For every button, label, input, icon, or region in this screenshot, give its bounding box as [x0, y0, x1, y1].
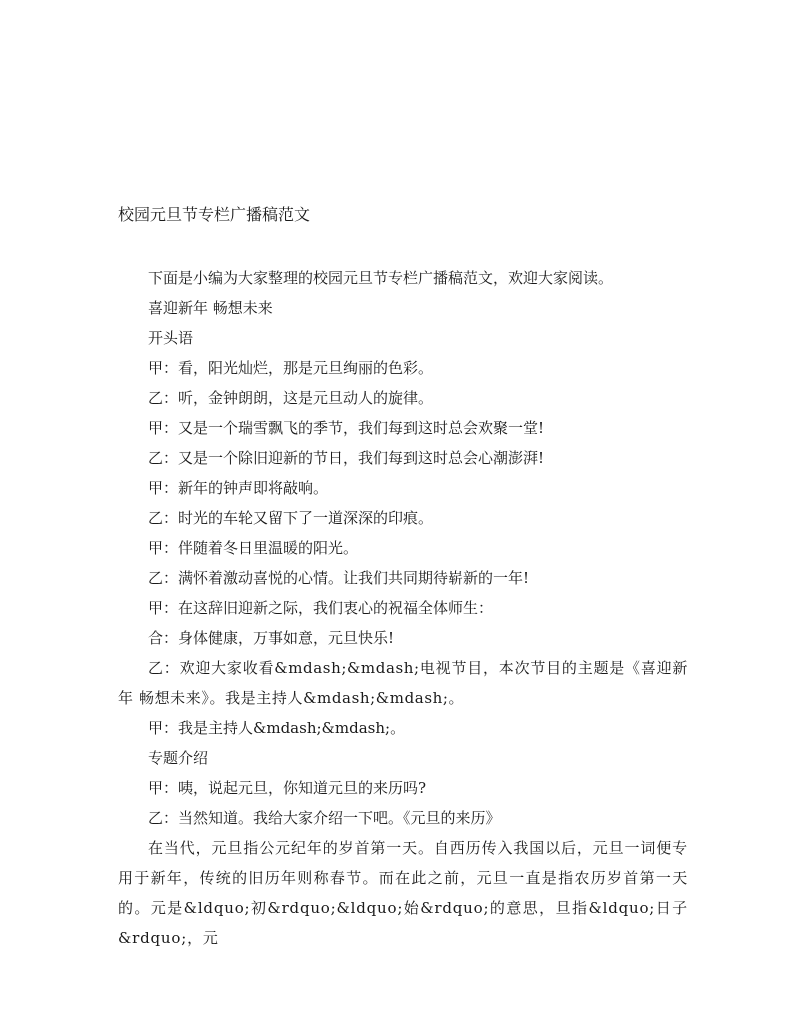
document-title: 校园元旦节专栏广播稿范文 [118, 205, 311, 224]
dialogue-line: 甲：看，阳光灿烂，那是元旦绚丽的色彩。 [148, 359, 434, 377]
dialogue-line: 甲：在这辞旧迎新之际，我们衷心的祝福全体师生： [148, 599, 494, 617]
dialogue-line: 乙：欢迎大家收看&mdash;&mdash;电视节目，本次节目的主题是《喜迎新年 畅想未来》。我是主持人&mdash;&mdash;。 [118, 659, 688, 707]
dialogue-line: 合：身体健康，万事如意，元旦快乐! [148, 629, 395, 647]
document-body [118, 263, 688, 953]
dialogue-line: 甲：咦，说起元旦，你知道元旦的来历吗? [148, 779, 427, 797]
dialogue-line: 甲：又是一个瑞雪飘飞的季节，我们每到这时总会欢聚一堂! [148, 419, 545, 437]
dialogue-line: 甲：新年的钟声即将敲响。 [148, 479, 329, 497]
section-heading: 开头语 [148, 329, 194, 347]
history-paragraph: 在当代，元旦指公元纪年的岁首第一天。自西历传入我国以后，元旦一词便专用于新年，传统的旧历年则称春节。而在此之前，元旦一直是指农历岁首第一天的。元是&ldquo;初&rdquo;&ldquo;始&rdquo;的意思，旦指&ldquo;日子&rdquo;，元 [118, 839, 688, 947]
dialogue-line: 乙：听，金钟朗朗，这是元旦动人的旋律。 [148, 389, 434, 407]
dialogue-line: 乙：时光的车轮又留下了一道深深的印痕。 [148, 509, 434, 527]
intro-paragraph: 下面是小编为大家整理的校园元旦节专栏广播稿范文，欢迎大家阅读。 [148, 269, 614, 287]
dialogue-line: 乙：当然知道。我给大家介绍一下吧。《元旦的来历》 [148, 809, 501, 827]
dialogue-line: 甲：伴随着冬日里温暖的阳光。 [148, 539, 359, 557]
section-heading: 专题介绍 [148, 749, 209, 767]
dialogue-line: 甲：我是主持人&mdash;&mdash;。 [148, 719, 406, 737]
dialogue-line: 乙：满怀着激动喜悦的心情。让我们共同期待崭新的一年! [148, 569, 530, 587]
section-heading: 喜迎新年 畅想未来 [148, 299, 273, 317]
dialogue-line: 乙：又是一个除旧迎新的节日，我们每到这时总会心潮澎湃! [148, 449, 545, 467]
